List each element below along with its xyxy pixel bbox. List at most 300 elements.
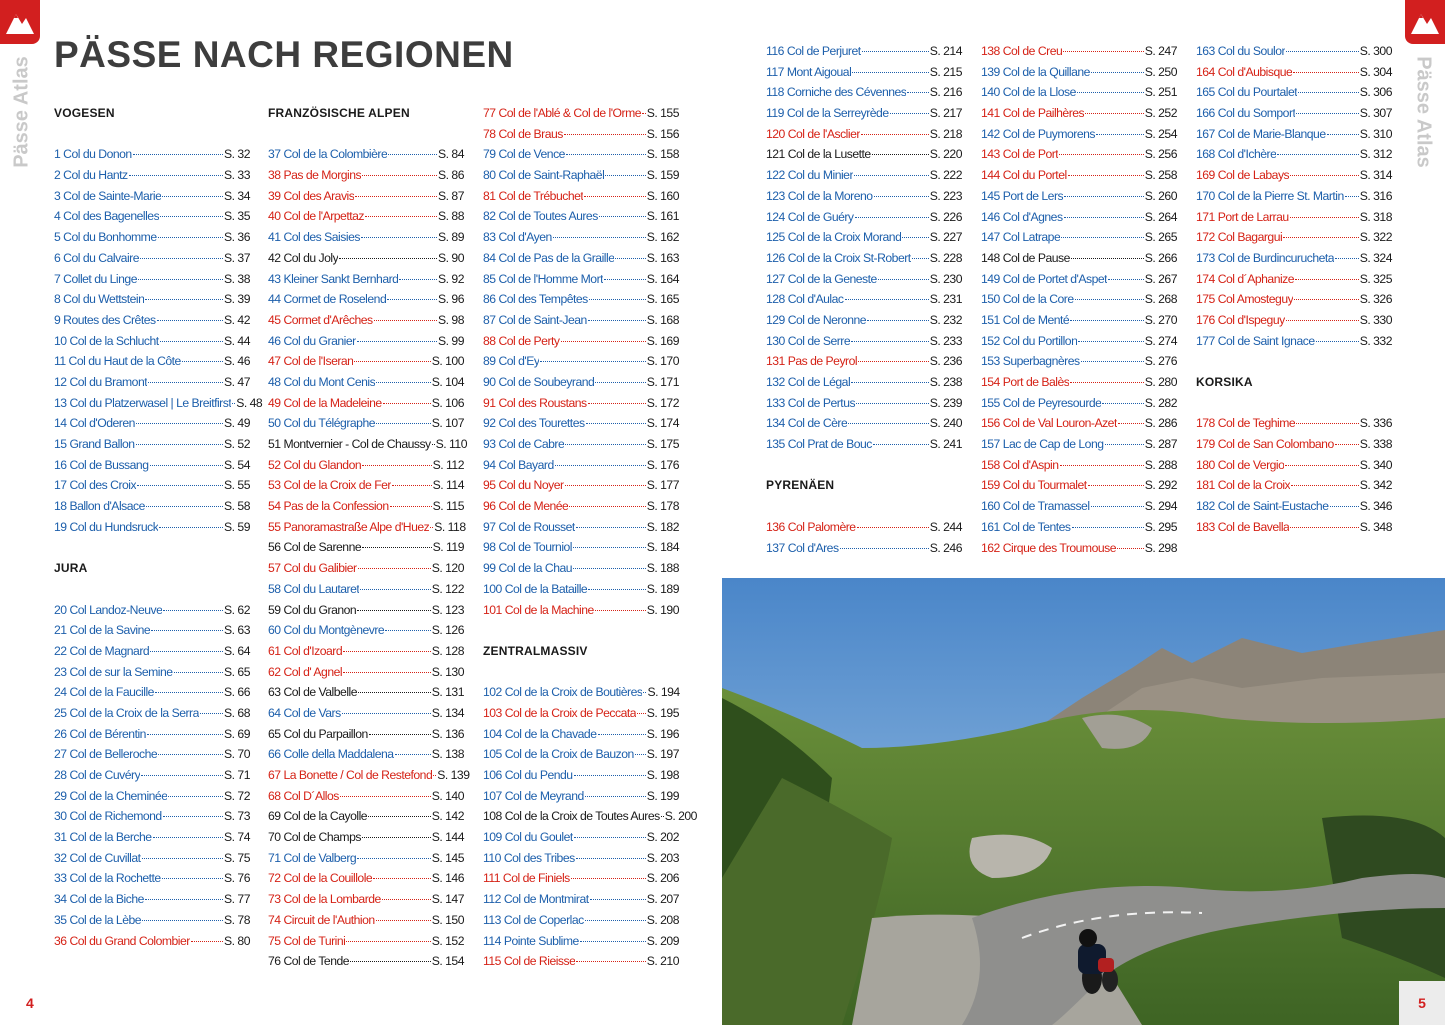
leader-dots [432,443,435,445]
leader-dots [1327,133,1359,135]
leader-dots [163,815,223,817]
pass-entry [268,434,467,455]
page-reference: S. 251 [1144,85,1177,100]
page-reference: S. 73 [224,809,250,824]
page-reference: S. 159 [646,168,679,183]
page-reference: S. 233 [929,333,962,348]
leader-dots [148,381,223,383]
leader-dots [339,257,437,259]
leader-dots [851,381,929,383]
leader-dots [1286,50,1359,52]
pass-name: 134 Col de Cère [766,416,848,431]
leader-dots [878,278,929,280]
leader-dots [362,464,432,466]
pass-entry [1196,455,1392,476]
page-reference: S. 340 [1359,457,1392,472]
pass-name: 179 Col de San Colombano [1196,437,1334,452]
pass-name: 127 Col de la Geneste [766,271,877,286]
pass-entry [54,227,250,248]
pass-entry [268,682,464,703]
pass-name: 71 Col de Valberg [268,850,357,865]
page-reference: S. 239 [929,395,962,410]
heading-spacer [54,124,250,145]
page-reference: S. 33 [224,168,250,183]
leader-dots [852,71,928,73]
page-reference: S. 227 [929,230,962,245]
pass-name: 54 Pas de la Confession [268,499,389,514]
page-reference: S. 184 [646,540,679,555]
pass-entry [1196,144,1392,165]
page-reference: S. 240 [929,416,962,431]
page-reference: S. 322 [1359,230,1392,245]
pass-entry [268,310,464,331]
page-reference: S. 72 [224,788,250,803]
page-reference: S. 44 [224,333,250,348]
pass-entry [766,331,962,352]
pass-name: 106 Col du Pendu [483,768,573,782]
pass-entry [268,165,464,186]
region-heading: ZENTRALMASSIV [483,643,588,658]
pass-name: 9 Routes des Crêtes [54,312,156,327]
pass-name: 32 Col de Cuvillat [54,850,141,865]
page-reference: S. 195 [646,705,679,720]
pass-name: 138 Col de Creu [981,44,1063,58]
leader-dots [1070,319,1144,321]
page-reference: S. 268 [1144,292,1177,307]
page-reference: S. 252 [1144,106,1177,121]
pass-entry [483,786,679,807]
pass-name: 126 Col de la Croix St-Robert [766,250,911,265]
pass-entry [981,248,1177,269]
leader-dots [365,215,437,217]
page-reference: S. 123 [431,602,464,617]
pass-name: 77 Col de l'Ablé & Col de l'Orme [483,106,642,120]
page-reference: S. 276 [1144,354,1177,369]
page-reference: S. 100 [431,354,464,369]
page-title: PÄSSE NACH REGIONEN [54,34,514,75]
leader-dots [555,464,646,466]
pass-entry [268,600,464,621]
page-reference: S. 86 [438,168,464,183]
page-reference: S. 92 [438,271,464,286]
leader-dots [232,402,235,404]
pass-name: 62 Col d' Agnel [268,664,343,679]
pass-name: 97 Col de Rousset [483,519,575,534]
page-reference: S. 163 [646,250,679,265]
leader-dots [635,753,646,755]
pass-name: 117 Mont Aigoual [766,64,852,79]
leader-dots [369,733,431,735]
leader-dots [357,857,431,859]
pass-name: 87 Col de Saint-Jean [483,312,587,327]
pass-entry [268,517,464,538]
page-reference: S. 87 [438,188,464,203]
pass-entry [981,434,1177,455]
pass-name: 116 Col de Perjuret [766,44,861,58]
pass-name: 172 Col Bagargui [1196,230,1283,245]
leader-dots [642,112,646,114]
leader-dots [383,402,431,404]
leader-dots [385,629,431,631]
index-column-6 [1196,41,1392,538]
pass-entry [268,868,464,889]
pass-name: 61 Col d'Izoard [268,643,343,658]
pass-name: 68 Col D´Allos [268,788,339,803]
leader-dots [1064,195,1144,197]
pass-entry [268,827,464,848]
page-reference: S. 295 [1144,519,1177,534]
pass-entry [483,724,679,745]
pass-name: 40 Col de l'Arpettaz [268,209,364,224]
page-reference: S. 114 [432,478,464,493]
page-reference: S. 80 [224,933,250,948]
pass-name: 8 Col du Wettstein [54,292,145,307]
pass-entry [981,227,1177,248]
pass-name: 29 Col de la Cheminée [54,788,168,803]
pass-name: 161 Col de Tentes [981,519,1071,534]
page-reference: S. 203 [646,850,679,865]
pass-entry [766,103,962,124]
pass-entry [981,165,1177,186]
pass-entry [766,248,962,269]
pass-entry [268,806,464,827]
leader-dots [588,588,646,590]
pass-entry [268,703,464,724]
index-column-3 [483,103,697,972]
page-reference: S. 200 [664,809,697,824]
leader-dots [1075,298,1144,300]
pass-entry [54,682,250,703]
pass-entry [1196,475,1392,496]
leader-dots [374,319,437,321]
leader-dots [598,733,646,735]
pass-name: 43 Kleiner Sankt Bernhard [268,271,399,286]
region-heading: KORSIKA [1196,375,1253,389]
pass-name: 96 Col de Menée [483,499,569,514]
leader-dots [133,153,223,155]
page-reference: S. 223 [929,188,962,203]
pass-name: 146 Col d'Agnes [981,209,1063,224]
page-reference: S. 250 [1144,64,1177,79]
pass-entry [268,227,464,248]
pass-entry [268,496,464,517]
pass-name: 4 Col des Bagenelles [54,209,160,224]
pass-name: 14 Col d'Oderen [54,416,135,431]
leader-dots [1296,112,1358,114]
leader-dots [851,340,929,342]
pass-entry [268,393,464,414]
pass-entry [1196,165,1392,186]
page-reference: S. 188 [646,561,679,576]
pass-entry [981,331,1177,352]
pass-entry [483,600,679,621]
pass-name: 165 Col du Pourtalet [1196,85,1298,100]
pass-name: 76 Col de Tende [268,954,350,969]
pass-name: 23 Col de sur la Semine [54,664,173,679]
leader-dots [1286,319,1359,321]
pass-entry [483,186,679,207]
page-reference: S. 230 [929,271,962,286]
pass-name: 27 Col de Belleroche [54,747,158,762]
pass-entry [54,703,250,724]
pass-name: 115 Col de Rieisse [483,954,576,969]
pass-entry [54,310,250,331]
atlas-logo-icon [0,0,40,44]
page-reference: S. 140 [431,788,464,803]
page-reference: S. 69 [224,726,250,741]
leader-dots [1290,216,1359,218]
pass-entry [54,496,250,517]
region-heading: FRANZÖSISCHE ALPEN [268,106,410,120]
page-reference: S. 176 [646,457,679,472]
leader-dots [162,195,223,197]
pass-entry [1196,124,1392,145]
leader-dots [1298,91,1359,93]
page-reference: S. 74 [224,830,250,845]
pass-name: 13 Col du Platzerwasel | Le Breitfirst [54,395,232,410]
pass-name: 20 Col Landoz-Neuve [54,602,163,617]
pass-name: 53 Col de la Croix de Fer [268,478,391,493]
leader-dots [136,443,223,445]
pass-entry [981,62,1177,83]
pass-name: 124 Col de Guéry [766,209,854,224]
leader-dots [605,174,645,176]
leader-dots [151,629,223,631]
page-reference: S. 128 [431,643,464,658]
page-reference: S. 66 [224,685,250,700]
leader-dots [368,815,431,817]
pass-name: 56 Col de Sarenne [268,540,362,555]
index-column-1 [54,103,263,951]
page-reference: S. 326 [1359,292,1392,307]
pass-entry [766,517,962,538]
page-reference: S. 77 [224,892,250,907]
page-reference: S. 165 [646,292,679,307]
pass-name: 42 Col du Joly [268,250,339,265]
pass-name: 52 Col du Glandon [268,457,362,472]
pass-entry [483,351,679,372]
pass-entry [268,248,464,269]
page-number-right: 5 [1399,981,1445,1025]
pass-entry [54,724,250,745]
page-reference: S. 177 [646,478,679,493]
leader-dots [1091,505,1144,507]
leader-dots [565,443,645,445]
pass-name: 28 Col de Cuvéry [54,768,141,782]
pass-name: 33 Col de la Rochette [54,871,161,886]
pass-entry [766,413,962,434]
pass-name: 170 Col de la Pierre St. Martin [1196,188,1344,203]
pass-name: 151 Col de Menté [981,312,1070,327]
page-reference: S. 247 [1144,44,1177,58]
pass-name: 5 Col du Bonhomme [54,230,157,245]
pass-entry [54,144,250,165]
page-reference: S. 88 [438,209,464,224]
leader-dots [588,319,646,321]
leader-dots [362,174,437,176]
pass-name: 34 Col de la Biche [54,892,144,907]
pass-entry [483,393,679,414]
pass-entry [483,269,679,290]
pass-entry [483,372,679,393]
pass-entry [54,848,250,869]
pass-name: 37 Col de la Colombière [268,147,388,162]
leader-dots [340,795,431,797]
atlas-logo-icon [1405,0,1445,44]
pass-entry [268,848,464,869]
page-reference: S. 152 [431,933,464,948]
leader-dots [1059,153,1144,155]
pass-name: 69 Col de la Cayolle [268,809,368,824]
page-reference: S. 122 [431,581,464,596]
page-reference: S. 325 [1359,271,1392,286]
leader-dots [355,195,437,197]
pass-entry [54,868,250,889]
leader-dots [388,153,437,155]
pass-entry [483,103,679,124]
pass-entry [981,496,1177,517]
pass-name: 182 Col de Saint-Eustache [1196,499,1329,514]
pass-entry [483,703,679,724]
page-reference: S. 172 [646,395,679,410]
pass-name: 149 Col de Portet d'Aspet [981,271,1108,286]
pass-entry [54,248,250,269]
pass-entry [766,434,962,455]
pass-name: 57 Col du Galibier [268,561,357,576]
pass-entry [268,269,464,290]
leader-dots [200,712,223,714]
leader-dots [643,691,646,693]
leader-dots [142,857,224,859]
page-reference: S. 342 [1359,478,1392,493]
pass-name: 39 Col des Aravis [268,188,355,203]
pass-entry [483,413,679,434]
pass-entry [483,579,679,600]
pass-name: 156 Col de Val Louron-Azet [981,416,1117,431]
leader-dots [585,795,646,797]
page-reference: S. 115 [432,499,464,514]
pass-name: 6 Col du Calvaire [54,250,139,265]
leader-dots [588,402,646,404]
leader-dots [566,153,646,155]
pass-name: 41 Col des Saisies [268,230,360,245]
page-reference: S. 126 [431,623,464,638]
pass-name: 166 Col du Somport [1196,106,1296,121]
pass-name: 128 Col d'Aulac [766,292,844,307]
page-reference: S. 265 [1144,230,1177,245]
pass-entry [268,620,464,641]
pass-name: 169 Col de Labays [1196,168,1290,183]
leader-dots [162,877,223,879]
pass-entry [981,393,1177,414]
pass-name: 131 Pas de Peyrol [766,354,858,369]
pass-entry [54,331,250,352]
pass-entry [54,455,250,476]
pass-entry [54,600,250,621]
page-number-left: 4 [26,995,34,1011]
leader-dots [1277,153,1358,155]
page-reference: S. 258 [1144,168,1177,183]
pass-name: 137 Col d'Ares [766,540,839,555]
pass-entry [54,413,250,434]
leader-dots [1070,381,1143,383]
leader-dots [191,940,223,942]
pass-entry [981,310,1177,331]
leader-dots [856,402,929,404]
pass-entry [483,931,679,952]
pass-entry [268,765,470,786]
page-reference: S. 199 [646,788,679,803]
pass-entry [981,207,1177,228]
pass-entry [766,227,962,248]
pass-entry [54,827,250,848]
pass-name: 48 Col du Mont Cenis [268,374,376,389]
pass-entry [1196,331,1392,352]
leader-dots [584,195,645,197]
pass-name: 111 Col de Finiels [483,871,570,886]
pass-name: 10 Col de la Schlucht [54,333,159,348]
page-reference: S. 270 [1144,312,1177,327]
pass-name: 80 Col de Saint-Raphaël [483,168,605,183]
leader-dots [145,898,223,900]
page-reference: S. 75 [224,850,250,865]
leader-dots [155,691,223,693]
page-reference: S. 189 [646,581,679,596]
pass-name: 49 Col de la Madeleine [268,395,382,410]
pass-entry [1196,62,1392,83]
pass-entry [483,496,679,517]
page-reference: S. 38 [224,271,250,286]
leader-dots [1068,174,1144,176]
page-reference: S. 78 [224,912,250,927]
section-spacer [1196,351,1392,372]
page-reference: S. 89 [438,230,464,245]
pass-name: 145 Port de Lers [981,188,1064,203]
leader-dots [858,360,929,362]
page-reference: S. 170 [646,354,679,369]
pass-entry [54,662,250,683]
leader-dots [138,278,223,280]
leader-dots [661,815,664,817]
leader-dots [140,257,223,259]
leader-dots [136,422,223,424]
leader-dots [574,836,646,838]
page-reference: S. 197 [646,747,679,762]
leader-dots [637,712,646,714]
pass-entry [483,455,679,476]
leader-dots [387,298,437,300]
leader-dots [873,443,929,445]
pass-entry [766,144,962,165]
leader-dots [1294,298,1359,300]
leader-dots [589,298,646,300]
page-reference: S. 142 [431,809,464,824]
pass-entry [54,186,250,207]
page-reference: S. 158 [646,147,679,162]
pass-entry [54,744,250,765]
pass-name: 15 Grand Ballon [54,437,135,451]
page-reference: S. 190 [646,602,679,617]
leader-dots [376,919,431,921]
pass-name: 36 Col du Grand Colombier [54,933,190,948]
pass-entry [483,806,697,827]
pass-entry [54,475,250,496]
page-reference: S. 90 [438,250,464,265]
pass-entry [981,103,1177,124]
leader-dots [147,733,223,735]
leader-dots [343,650,431,652]
leader-dots [1335,257,1359,259]
